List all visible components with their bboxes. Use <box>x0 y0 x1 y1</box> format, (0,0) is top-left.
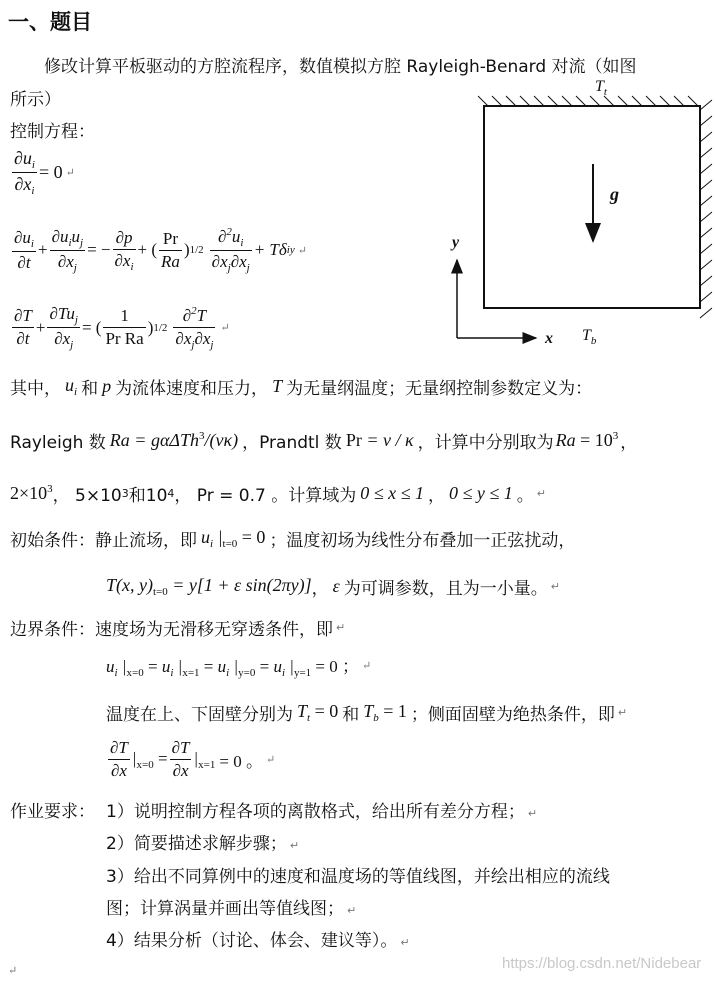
boundary-conditions-line: 边界条件： 速度场为无滑移无穿透条件，即 ↵ <box>10 620 346 640</box>
definition-paragraph: 其中， $u_i$ 和 p 为流体速度和压力， T 为无量纲温度；无量纲控制参数定义为： <box>10 375 593 399</box>
intro-line-2: 所示） <box>10 90 61 110</box>
x-axis-label: x <box>545 330 553 347</box>
top-wall-hatching <box>478 96 698 106</box>
requirement-item-continued: 图；计算涡量并画出等值线图； ↵ <box>106 899 357 919</box>
initial-temperature-line: T(x, $y)_{t=0} = y[1 + \varepsilon$ sin(2πy)] ， ε 为可调参数，且为一小量。 ↵ <box>106 575 560 599</box>
energy-equation: $\frac{\partial T}{\partial t}$ + $\frac{\partial Tu_j}{\partial x_j}$ = ( $\frac{1}{\text{Pr Ra}}$ ) 1/2 $\frac{\partial^2T}{\partial x_j\partial x_j}$ ↵ <box>14 304 230 351</box>
bottom-temp-label: $T_b$ <box>582 327 597 347</box>
momentum-equation: $\frac{\partial u_i}{\partial t}$ + $\frac{\partial u_iu_j}{\partial x_j}$ = − $\frac{\partial p}{\partial x_i}$ + ( $\frac{Pr}{Ra}$ ) 1/2 $\frac{\partial^2u_i}{\partial x_j\partial x_j}$ + Tδ iy ↵ <box>14 226 307 274</box>
initial-conditions-line: 初始条件： 静止流场，即 $u_i$ $|_{t=0} = 0$ ；温度初场为线性分布叠加一正弦扰动， <box>10 527 576 551</box>
requirement-item: 3）给出不同算例中的速度和温度场的等值线图，并绘出相应的流线 <box>106 867 610 887</box>
gravity-label: g <box>610 184 619 204</box>
requirements-label: 作业要求： <box>10 802 95 822</box>
velocity-boundary-formula: $u_i$ $|_{x=0} = u_i$ $|_{x=1} = u_i$ $|_{y=0} = u_i$ $|_{y=1} = 0$ ； ↵ <box>106 657 372 679</box>
parameter-definition-line: Rayleigh 数 Ra = gαΔTh$^3$/(νκ) ，Prandtl 数 Pr = ν / κ ，计算中分别取为 $Ra = 10^3$ ， <box>10 430 638 453</box>
section-heading: 一、题目 <box>8 10 92 34</box>
adiabatic-formula: $\frac{\partial T}{\partial x}$ $|_{x=0}$ = $\frac{\partial T}{\partial x}$ $|_{x=1}$ = 0 。 ↵ <box>110 738 276 780</box>
requirement-item: 2）简要描述求解步骤； ↵ <box>106 834 300 854</box>
y-axis-label: y <box>452 234 460 251</box>
parameter-values-line: $2\times 10^3$ ， 5×10 3 和10 4 ， Pr = 0.7 。计算域为 0 ≤ x ≤ 1 ， 0 ≤ y ≤ 1 。 ↵ <box>10 483 546 506</box>
top-temp-label: $T_t$ <box>595 78 607 98</box>
cavity-figure <box>440 78 723 353</box>
intro-line-1: 修改计算平板驱动的方腔流程序，数值模拟方腔 Rayleigh-Benard 对流（如图 <box>44 57 637 77</box>
control-equations-label: 控制方程： <box>10 122 95 142</box>
paragraph-mark: ↵ <box>8 964 18 977</box>
continuity-equation: $\frac{\partial u_i}{\partial x_i}$ = 0 ↵ <box>14 148 75 197</box>
right-wall-hatching <box>700 100 712 318</box>
requirement-item: 1）说明控制方程各项的离散格式，给出所有差分方程； ↵ <box>106 802 538 822</box>
temperature-boundary-line: 温度在上、下固壁分别为 $T_t = 0$ 和 $T_b = 1$ ；侧面固壁为绝热条件，即 ↵ <box>106 701 628 725</box>
requirement-item: 4）结果分析（讨论、体会、建议等）。 ↵ <box>106 931 410 951</box>
watermark: https://blog.csdn.net/Nidebear <box>502 955 702 972</box>
